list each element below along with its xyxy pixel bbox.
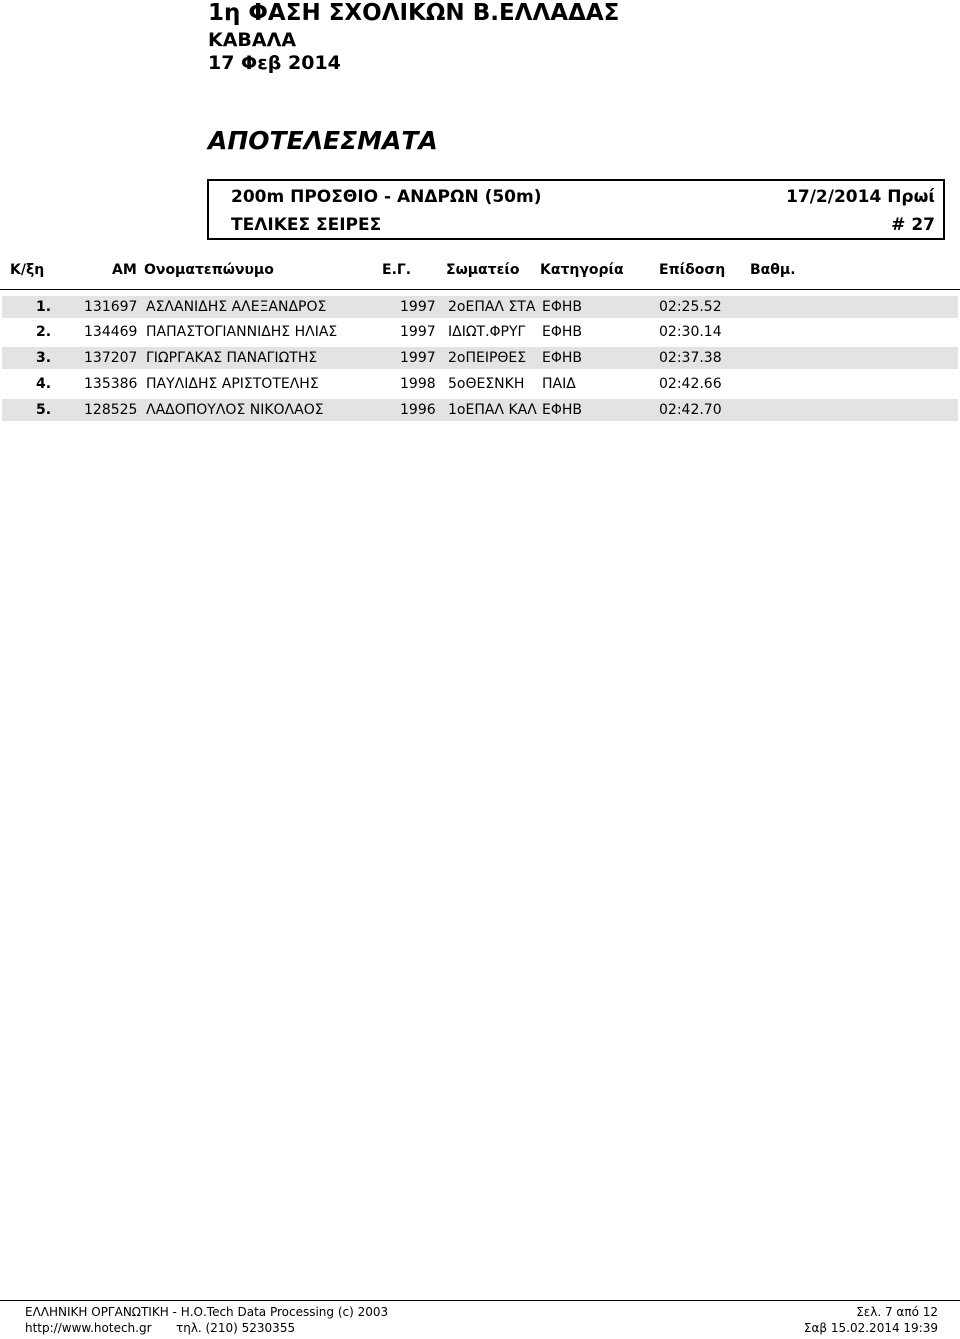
cell-rank: 1. bbox=[36, 299, 52, 315]
cell-name: ΠΑΠΑΣΤΟΓΙΑΝΝΙΔΗΣ ΗΛΙΑΣ bbox=[146, 324, 338, 340]
meet-city: ΚΑΒΑΛΑ bbox=[208, 29, 297, 51]
cell-category: ΕΦΗΒ bbox=[542, 350, 582, 366]
cell-performance: 02:42.66 bbox=[659, 376, 722, 392]
cell-am: 131697 bbox=[84, 299, 138, 315]
cell-performance: 02:42.70 bbox=[659, 402, 722, 418]
footer bbox=[0, 1303, 960, 1339]
table-row bbox=[2, 399, 958, 421]
cell-rank: 4. bbox=[36, 376, 52, 392]
cell-performance: 02:37.38 bbox=[659, 350, 722, 366]
event-phase: ΤΕΛΙΚΕΣ ΣΕΙΡΕΣ bbox=[231, 215, 382, 235]
column-header-name: Ονοματεπώνυμο bbox=[144, 262, 274, 278]
cell-club: 1οΕΠΑΛ ΚΑΛ bbox=[448, 402, 537, 418]
column-header-am: ΑΜ bbox=[112, 262, 137, 278]
column-header-performance: Επίδοση bbox=[659, 262, 726, 278]
cell-rank: 5. bbox=[36, 402, 52, 418]
cell-club: ΙΔΙΩΤ.ΦΡΥΓ bbox=[448, 324, 526, 340]
column-header-grade: Βαθμ. bbox=[750, 262, 796, 278]
footer-phone: τηλ. (210) 5230355 bbox=[176, 1321, 296, 1335]
footer-url[interactable]: http://www.hotech.gr bbox=[25, 1321, 152, 1335]
cell-am: 137207 bbox=[84, 350, 138, 366]
column-header-club: Σωματείο bbox=[446, 262, 520, 278]
column-headers bbox=[0, 262, 960, 282]
results-title: ΑΠΟΤΕΛΕΣΜΑΤΑ bbox=[208, 126, 438, 155]
cell-category: ΕΦΗΒ bbox=[542, 299, 582, 315]
cell-performance: 02:25.52 bbox=[659, 299, 722, 315]
footer-timestamp: Σαβ 15.02.2014 19:39 bbox=[803, 1321, 938, 1335]
cell-am: 135386 bbox=[84, 376, 138, 392]
cell-name: ΛΑΔΟΠΟΥΛΟΣ ΝΙΚΟΛΑΟΣ bbox=[146, 402, 324, 418]
table-row bbox=[2, 321, 958, 343]
cell-year: 1996 bbox=[400, 402, 436, 418]
cell-category: ΠΑΙΔ bbox=[542, 376, 576, 392]
column-header-category: Κατηγορία bbox=[540, 262, 624, 278]
footer-organization: ΕΛΛΗΝΙΚΗ ΟΡΓΑΝΩΤΙΚΗ - Η.Ο.Tech Data Processing (c) 2003 bbox=[25, 1305, 389, 1319]
meet-title: 1η ΦΑΣΗ ΣΧΟΛΙΚΩΝ Β.ΕΛΛΑΔΑΣ bbox=[208, 0, 620, 26]
cell-category: ΕΦΗΒ bbox=[542, 324, 582, 340]
cell-rank: 3. bbox=[36, 350, 52, 366]
table-row bbox=[2, 373, 958, 395]
cell-performance: 02:30.14 bbox=[659, 324, 722, 340]
cell-year: 1997 bbox=[400, 350, 436, 366]
footer-divider bbox=[0, 1300, 960, 1301]
event-datetime: 17/2/2014 Πρωί bbox=[786, 187, 935, 207]
table-row bbox=[2, 347, 958, 369]
cell-name: ΑΣΛΑΝΙΔΗΣ ΑΛΕΞΑΝΔΡΟΣ bbox=[146, 299, 327, 315]
cell-club: 2οΕΠΑΛ ΣΤΑ bbox=[448, 299, 536, 315]
cell-year: 1997 bbox=[400, 324, 436, 340]
event-info-box bbox=[207, 179, 945, 240]
column-header-year: Ε.Γ. bbox=[382, 262, 412, 278]
cell-name: ΠΑΥΛΙΔΗΣ ΑΡΙΣΤΟΤΕΛΗΣ bbox=[146, 376, 319, 392]
column-header-rank: Κ/ξη bbox=[10, 262, 45, 278]
cell-rank: 2. bbox=[36, 324, 52, 340]
event-name: 200m ΠΡΟΣΘΙΟ - ΑΝΔΡΩΝ (50m) bbox=[231, 187, 542, 207]
cell-club: 5οΘΕΣΝΚΗ bbox=[448, 376, 525, 392]
header-divider bbox=[0, 289, 960, 290]
cell-am: 134469 bbox=[84, 324, 138, 340]
cell-year: 1997 bbox=[400, 299, 436, 315]
cell-club: 2οΠΕΙΡΘΕΣ bbox=[448, 350, 527, 366]
cell-name: ΓΙΩΡΓΑΚΑΣ ΠΑΝΑΓΙΩΤΗΣ bbox=[146, 350, 318, 366]
event-number: # 27 bbox=[891, 215, 935, 235]
footer-page-number: Σελ. 7 από 12 bbox=[856, 1305, 938, 1319]
table-row bbox=[2, 296, 958, 318]
cell-year: 1998 bbox=[400, 376, 436, 392]
cell-am: 128525 bbox=[84, 402, 138, 418]
meet-date: 17 Φεβ 2014 bbox=[208, 52, 341, 74]
cell-category: ΕΦΗΒ bbox=[542, 402, 582, 418]
